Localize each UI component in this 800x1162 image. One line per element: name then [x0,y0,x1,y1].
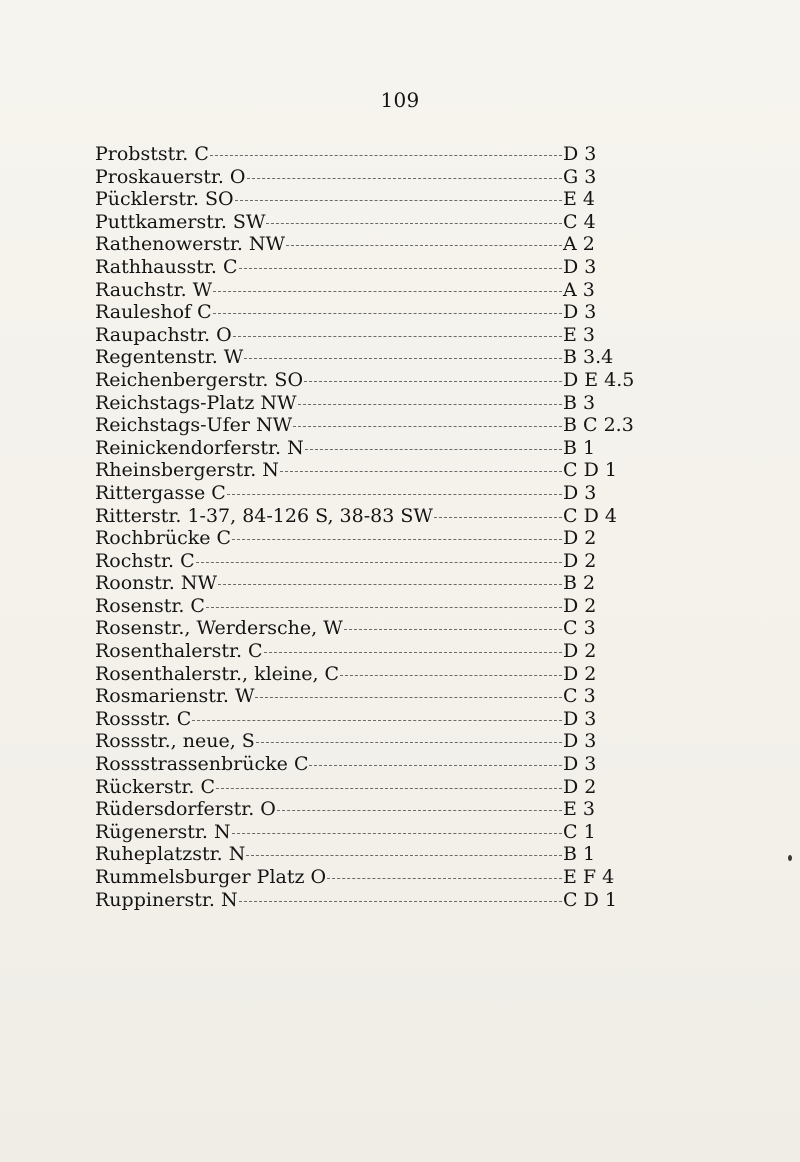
street-name: Rosenstr., Werdersche, W [95,617,343,640]
index-entry [95,889,655,912]
street-name: Rathhausstr. C [95,255,238,278]
street-name: Rossstrassenbrücke C [95,753,309,776]
street-name: Rückerstr. C [95,775,216,798]
index-entry [95,414,655,437]
ink-speck [788,855,792,861]
street-name: Rosmarienstr. W [95,685,255,708]
index-entry [95,730,655,753]
map-grid-reference: D 2 [563,527,597,550]
street-name: Rauchstr. W [95,278,213,301]
map-grid-reference: E 3 [563,323,595,346]
street-name: Rügenerstr. N [95,820,231,843]
street-name: Raupachstr. O [95,323,232,346]
street-name: Rittergasse C [95,481,226,504]
dot-leader [239,901,562,902]
index-entry [95,437,655,460]
map-grid-reference: B 2 [563,572,596,595]
map-grid-reference: B 3 [563,391,596,414]
map-grid-reference: B 1 [563,436,596,459]
dot-leader [434,517,562,518]
street-name: Proskauerstr. O [95,165,246,188]
dot-leader [286,245,562,246]
street-name: Rosenthalerstr., kleine, C [95,662,340,685]
street-name: Rauleshof C [95,301,212,324]
map-grid-reference: D 2 [563,662,597,685]
map-grid-reference: A 2 [563,233,595,256]
index-entry [95,685,655,708]
dot-leader [280,471,562,472]
index-entry [95,640,655,663]
map-grid-reference: C 4 [563,210,596,233]
map-grid-reference: D 3 [563,753,597,776]
index-entry [95,392,655,415]
dot-leader [305,449,562,450]
dot-leader [239,268,563,269]
street-name: Roonstr. NW [95,572,218,595]
dot-leader [246,855,562,856]
map-grid-reference: B 3.4 [563,346,614,369]
index-entry [95,527,655,550]
index-entry [95,324,655,347]
map-grid-reference: C 3 [563,685,596,708]
dot-leader [247,178,563,179]
dot-leader [293,426,562,427]
index-entry [95,550,655,573]
street-name: Rüdersdorferstr. O [95,798,276,821]
map-grid-reference: D 2 [563,640,597,663]
map-grid-reference: D E 4.5 [563,368,635,391]
map-grid-reference: C 1 [563,820,596,843]
dot-leader [216,788,562,789]
index-entry [95,595,655,618]
map-grid-reference: E 4 [563,188,595,211]
street-name: Reichenbergerstr. SO [95,368,304,391]
street-name: Rochstr. C [95,549,195,572]
map-grid-reference: C D 1 [563,459,617,482]
index-entry [95,166,655,189]
dot-leader [210,155,562,156]
street-name: Rosenstr. C [95,594,205,617]
map-grid-reference: D 3 [563,730,597,753]
street-name: Rheinsbergerstr. N [95,459,279,482]
index-entry [95,753,655,776]
page-number: 109 [380,88,420,112]
map-grid-reference: B C 2.3 [563,414,634,437]
street-name: Rossstr. C [95,707,192,730]
dot-leader [206,607,562,608]
street-name: Puttkamerstr. SW [95,210,266,233]
map-grid-reference: E F 4 [563,866,615,888]
index-entry [95,233,655,256]
index-entry [95,708,655,731]
map-grid-reference: D 2 [563,549,597,572]
street-name: Probststr. C [95,143,209,165]
street-name: Ritterstr. 1-37, 84-126 S, 38-83 SW [95,504,433,527]
dot-leader [266,223,562,224]
map-grid-reference: D 3 [563,143,597,165]
index-entry [95,505,655,528]
dot-leader [340,675,562,676]
street-name: Rochbrücke C [95,527,232,550]
index-entry [95,798,655,821]
index-entry [95,617,655,640]
index-entry [95,459,655,482]
dot-leader [344,629,562,630]
map-grid-reference: D 3 [563,481,597,504]
index-entry [95,279,655,302]
street-name: Pücklerstr. SO [95,188,234,211]
street-name: Reinickendorferstr. N [95,436,304,459]
dot-leader [213,313,562,314]
index-entry [95,143,655,166]
street-name: Regentenstr. W [95,346,244,369]
index-entry [95,482,655,505]
map-grid-reference: D 2 [563,594,597,617]
dot-leader [192,720,562,721]
index-entry [95,369,655,392]
street-name: Ruheplatzstr. N [95,843,246,866]
dot-leader [327,878,562,879]
index-entry [95,211,655,234]
dot-leader [218,584,562,585]
dot-leader [227,494,562,495]
index-entry [95,188,655,211]
map-grid-reference: C 3 [563,617,596,640]
street-index-list [95,143,655,911]
dot-leader [213,291,562,292]
dot-leader [256,742,562,743]
index-entry [95,346,655,369]
dot-leader [298,404,562,405]
map-grid-reference: D 3 [563,255,597,278]
street-name: Rossstr., neue, S [95,730,255,753]
dot-leader [232,833,562,834]
dot-leader [304,381,562,382]
index-entry [95,572,655,595]
dot-leader [244,358,562,359]
map-grid-reference: G 3 [563,165,597,188]
map-grid-reference: C D 1 [563,888,617,911]
map-grid-reference: D 2 [563,775,597,798]
index-entry [95,821,655,844]
index-entry [95,256,655,279]
map-grid-reference: C D 4 [563,504,617,527]
street-name: Reichstags-Ufer NW [95,414,293,437]
dot-leader [264,652,562,653]
street-name: Rosenthalerstr. C [95,640,263,663]
street-name: Rummelsburger Platz O [95,866,327,888]
map-grid-reference: B 1 [563,843,596,866]
dot-leader [309,765,562,766]
index-entry [95,866,655,889]
dot-leader [232,539,562,540]
index-entry [95,301,655,324]
index-entry [95,843,655,866]
dot-leader [196,562,562,563]
street-name: Reichstags-Platz NW [95,391,297,414]
map-grid-reference: D 3 [563,301,597,324]
street-name: Rathenowerstr. NW [95,233,286,256]
street-name: Ruppinerstr. N [95,888,238,911]
dot-leader [277,810,562,811]
dot-leader [255,697,562,698]
map-grid-reference: D 3 [563,707,597,730]
dot-leader [235,200,562,201]
map-grid-reference: E 3 [563,798,595,821]
map-grid-reference: A 3 [563,278,595,301]
index-entry [95,776,655,799]
index-entry [95,663,655,686]
dot-leader [233,336,562,337]
